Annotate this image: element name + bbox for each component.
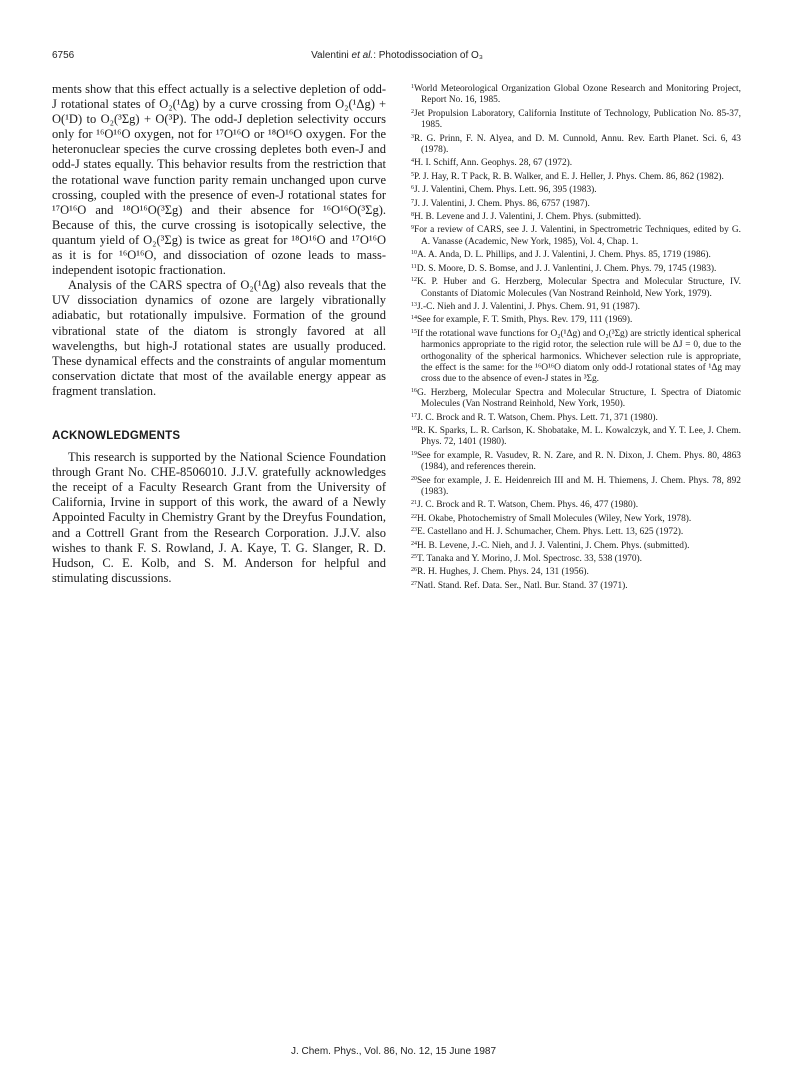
reference-text: For a review of CARS, see J. J. Valentini, in Spectrometric Techniques, edited by G. A. Vanasse (Academic, New York, 1985), Vol. 4, Chap. 1.	[414, 225, 741, 247]
reference-item	[411, 474, 741, 499]
reference-number: 17	[411, 412, 417, 419]
reference-text: T. Tanaka and Y. Morino, J. Mol. Spectrosc. 33, 538 (1970).	[417, 554, 643, 565]
reference-text: K. P. Huber and G. Herzberg, Molecular Spectra and Molecular Structure, IV. Constants of Diatomic Molecules (Van Nostrand Reinhold, New York, 1979).	[417, 277, 741, 299]
reference-text: D. S. Moore, D. S. Bomse, and J. J. Vanlentini, J. Chem. Phys. 79, 1745 (1983).	[416, 263, 717, 274]
reference-number: 26	[411, 567, 417, 574]
reference-item	[411, 210, 741, 223]
body-paragraph-2: Analysis of the CARS spectra of O₂(¹Δg) also reveals that the UV dissociation dynamics of ozone are largely vibrationally adiabatic, but rotationally impulsive. Formation of the ground vibrational state of the diatom is strongly favored at all wavelengths, but high-J rotational states are usually produced. These dynamical effects and the constraints of angular momentum conservation dictate that most of the available energy appear as fragment translation.	[52, 278, 386, 398]
reference-number: 3	[411, 133, 414, 140]
reference-item	[411, 107, 741, 132]
reference-number: 25	[411, 554, 417, 561]
reference-text: Jet Propulsion Laboratory, California Institute of Technology, Publication No. 85-37, 1985.	[414, 108, 741, 131]
running-authors: Valentini	[311, 50, 349, 61]
reference-item	[411, 512, 741, 525]
page-number: 6756	[52, 50, 75, 61]
reference-text: Natl. Stand. Ref. Data. Ser., Natl. Bur. Stand. 37 (1971).	[417, 580, 628, 591]
reference-text: G. Herzberg, Molecular Spectra and Molecular Structure, I. Spectra of Diatomic Molecules (Van Nostrand Reinhold, New York, 1950).	[417, 387, 741, 410]
reference-number: 27	[411, 580, 417, 587]
reference-item	[411, 579, 741, 592]
reference-item	[411, 327, 741, 386]
reference-item	[411, 552, 741, 565]
reference-item	[411, 539, 741, 552]
reference-item	[411, 223, 741, 248]
reference-item	[411, 424, 741, 449]
reference-item	[411, 156, 741, 169]
page-footer: J. Chem. Phys., Vol. 86, No. 12, 15 June 1987	[290, 1046, 497, 1057]
reference-number: 18	[411, 425, 417, 432]
reference-item	[411, 300, 741, 313]
reference-number: 5	[411, 171, 414, 178]
reference-number: 22	[411, 513, 417, 520]
reference-text: If the rotational wave functions for O₂(¹Δg) and O₂(³Σg) are strictly identical spherical harmonics appropriate to the rigid rotor, the selection rule will be ΔJ = 0, due to the orthogonality of the spherical harmonics. Whichever selection rule is appropriate, the effect is the same: for the ¹⁶O¹⁶O diatom only odd-J rotational states of ¹Δg may cross due to the absence of even-J states in ³Σg.	[417, 328, 741, 385]
reference-number: 11	[411, 263, 417, 270]
reference-number: 20	[411, 475, 417, 482]
reference-number: 4	[411, 158, 414, 165]
reference-text: R. H. Hughes, J. Chem. Phys. 24, 131 (1956).	[417, 567, 589, 578]
reference-number: 13	[411, 301, 417, 308]
reference-item	[411, 525, 741, 538]
references-column	[411, 82, 741, 592]
reference-number: 6	[411, 185, 414, 192]
reference-number: 8	[411, 212, 414, 219]
reference-item	[411, 262, 741, 275]
reference-item	[411, 449, 741, 474]
reference-list	[411, 82, 741, 592]
running-title	[52, 50, 742, 61]
reference-text: R. G. Prinn, F. N. Alyea, and D. M. Cunnold, Annu. Rev. Earth Planet. Sci. 6, 43 (1978).	[414, 133, 741, 156]
reference-number: 10	[411, 250, 417, 257]
reference-text: See for example, J. E. Heidenreich III and M. H. Thiemens, J. Chem. Phys. 78, 892 (1983).	[417, 475, 741, 497]
reference-item	[411, 313, 741, 326]
reference-item	[411, 82, 741, 107]
reference-item	[411, 132, 741, 157]
reference-item	[411, 170, 741, 183]
reference-text: A. A. Anda, D. L. Phillips, and J. J. Valentini, J. Chem. Phys. 85, 1719 (1986).	[417, 250, 711, 261]
reference-text: P. J. Hay, R. T Pack, R. B. Walker, and E. J. Heller, J. Phys. Chem. 86, 862 (1982).	[414, 171, 724, 182]
reference-item	[411, 183, 741, 196]
left-column	[52, 82, 386, 586]
reference-number: 12	[411, 277, 417, 284]
reference-number: 16	[411, 387, 417, 394]
reference-number: 7	[411, 198, 414, 205]
reference-number: 14	[411, 315, 417, 322]
reference-text: See for example, R. Vasudev, R. N. Zare, and R. N. Dixon, J. Chem. Phys. 80, 4863 (1984), and references therein.	[417, 450, 741, 473]
reference-number: 21	[411, 500, 417, 507]
reference-number: 1	[411, 84, 414, 90]
reference-text: J.-C. Nieh and J. J. Valentini, J. Phys. Chem. 91, 91 (1987).	[417, 301, 640, 312]
reference-number: 24	[411, 540, 417, 547]
reference-number: 19	[411, 450, 417, 457]
reference-text: H. B. Levene, J.-C. Nieh, and J. J. Valentini, J. Chem. Phys. (submitted).	[417, 540, 690, 551]
reference-text: J. C. Brock and R. T. Watson, Chem. Phys. Lett. 71, 371 (1980).	[417, 412, 658, 423]
acknowledgments-paragraph: This research is supported by the National Science Foundation through Grant No. CHE-8506010. J.J.V. gratefully acknowledges the receipt of a Faculty Research Grant from the University of California, Irvine in support of this work, the award of a Newly Appointed Faculty in Chemistry Grant by the Dreyfus Foundation, and a Cottrell Grant from the Research Corporation. J.J.V. also wishes to thank F. S. Rowland, J. A. Kaye, T. G. Slanger, R. D. Hudson, C. E. Kolb, and S. M. Anderson for helpful and stimulating discussions.	[52, 450, 386, 585]
running-title-text: : Photodissociation of O₃	[373, 50, 483, 61]
reference-item	[411, 197, 741, 210]
reference-item	[411, 565, 741, 578]
reference-item	[411, 275, 741, 300]
body-paragraph-1: ments show that this effect actually is a selective depletion of odd-J rotational states of O₂(¹Δg) by a curve crossing from O₂(¹Δg) + O(¹D) to O₂(³Σg) + O(³P). The odd-J depletion selectivity occurs only for ¹⁶O¹⁶O oxygen, not for ¹⁷O¹⁶O or ¹⁸O¹⁶O oxygen. For the heteronuclear species the curve crossing depletes both even-J and odd-J states equally. This behavior results from the restriction that the rotational wave function parity remain unchanged upon curve crossing, coupled with the presence of even-J rotational states for ¹⁷O¹⁶O and ¹⁸O¹⁶O(³Σg) and their absence for ¹⁶O¹⁶O(³Σg). Because of this, the curve crossing is isotopically selective, the quantum yield of O₂(³Σg) is twice as great for ¹⁸O¹⁶O and ¹⁷O¹⁶O as it is for ¹⁶O¹⁶O, and dissociation of ozone leads to mass-independent isotopic fractionation.	[52, 82, 386, 278]
reference-text: See for example, F. T. Smith, Phys. Rev. 179, 111 (1969).	[417, 315, 633, 326]
reference-item	[411, 386, 741, 411]
reference-number: 23	[411, 527, 417, 534]
reference-text: H. Okabe, Photochemistry of Small Molecules (Wiley, New York, 1978).	[417, 513, 692, 524]
reference-item	[411, 248, 741, 261]
reference-text: J. J. Valentini, Chem. Phys. Lett. 96, 395 (1983).	[414, 185, 597, 196]
page-header	[52, 50, 742, 64]
reference-item	[411, 498, 741, 511]
reference-text: H. B. Levene and J. J. Valentini, J. Chem. Phys. (submitted).	[414, 212, 642, 223]
reference-item	[411, 411, 741, 424]
reference-text: J. J. Valentini, J. Chem. Phys. 86, 6757 (1987).	[414, 198, 590, 209]
reference-number: 15	[411, 328, 417, 335]
reference-text: R. K. Sparks, L. R. Carlson, K. Shobatake, M. L. Kowalczyk, and Y. T. Lee, J. Chem. Phys. 72, 1401 (1980).	[417, 425, 741, 448]
reference-text: World Meteorological Organization Global Ozone Research and Monitoring Project, Report No. 16, 1985.	[414, 84, 741, 106]
reference-text: H. I. Schiff, Ann. Geophys. 28, 67 (1972).	[414, 158, 573, 169]
running-et-al: et al.	[351, 50, 374, 61]
reference-text: E. Castellano and H. J. Schumacher, Chem. Phys. Lett. 13, 625 (1972).	[417, 527, 684, 538]
reference-text: J. C. Brock and R. T. Watson, Chem. Phys. 46, 477 (1980).	[417, 500, 639, 511]
acknowledgments-heading: ACKNOWLEDGMENTS	[52, 429, 181, 442]
reference-number: 9	[411, 225, 414, 232]
reference-number: 2	[411, 108, 414, 115]
